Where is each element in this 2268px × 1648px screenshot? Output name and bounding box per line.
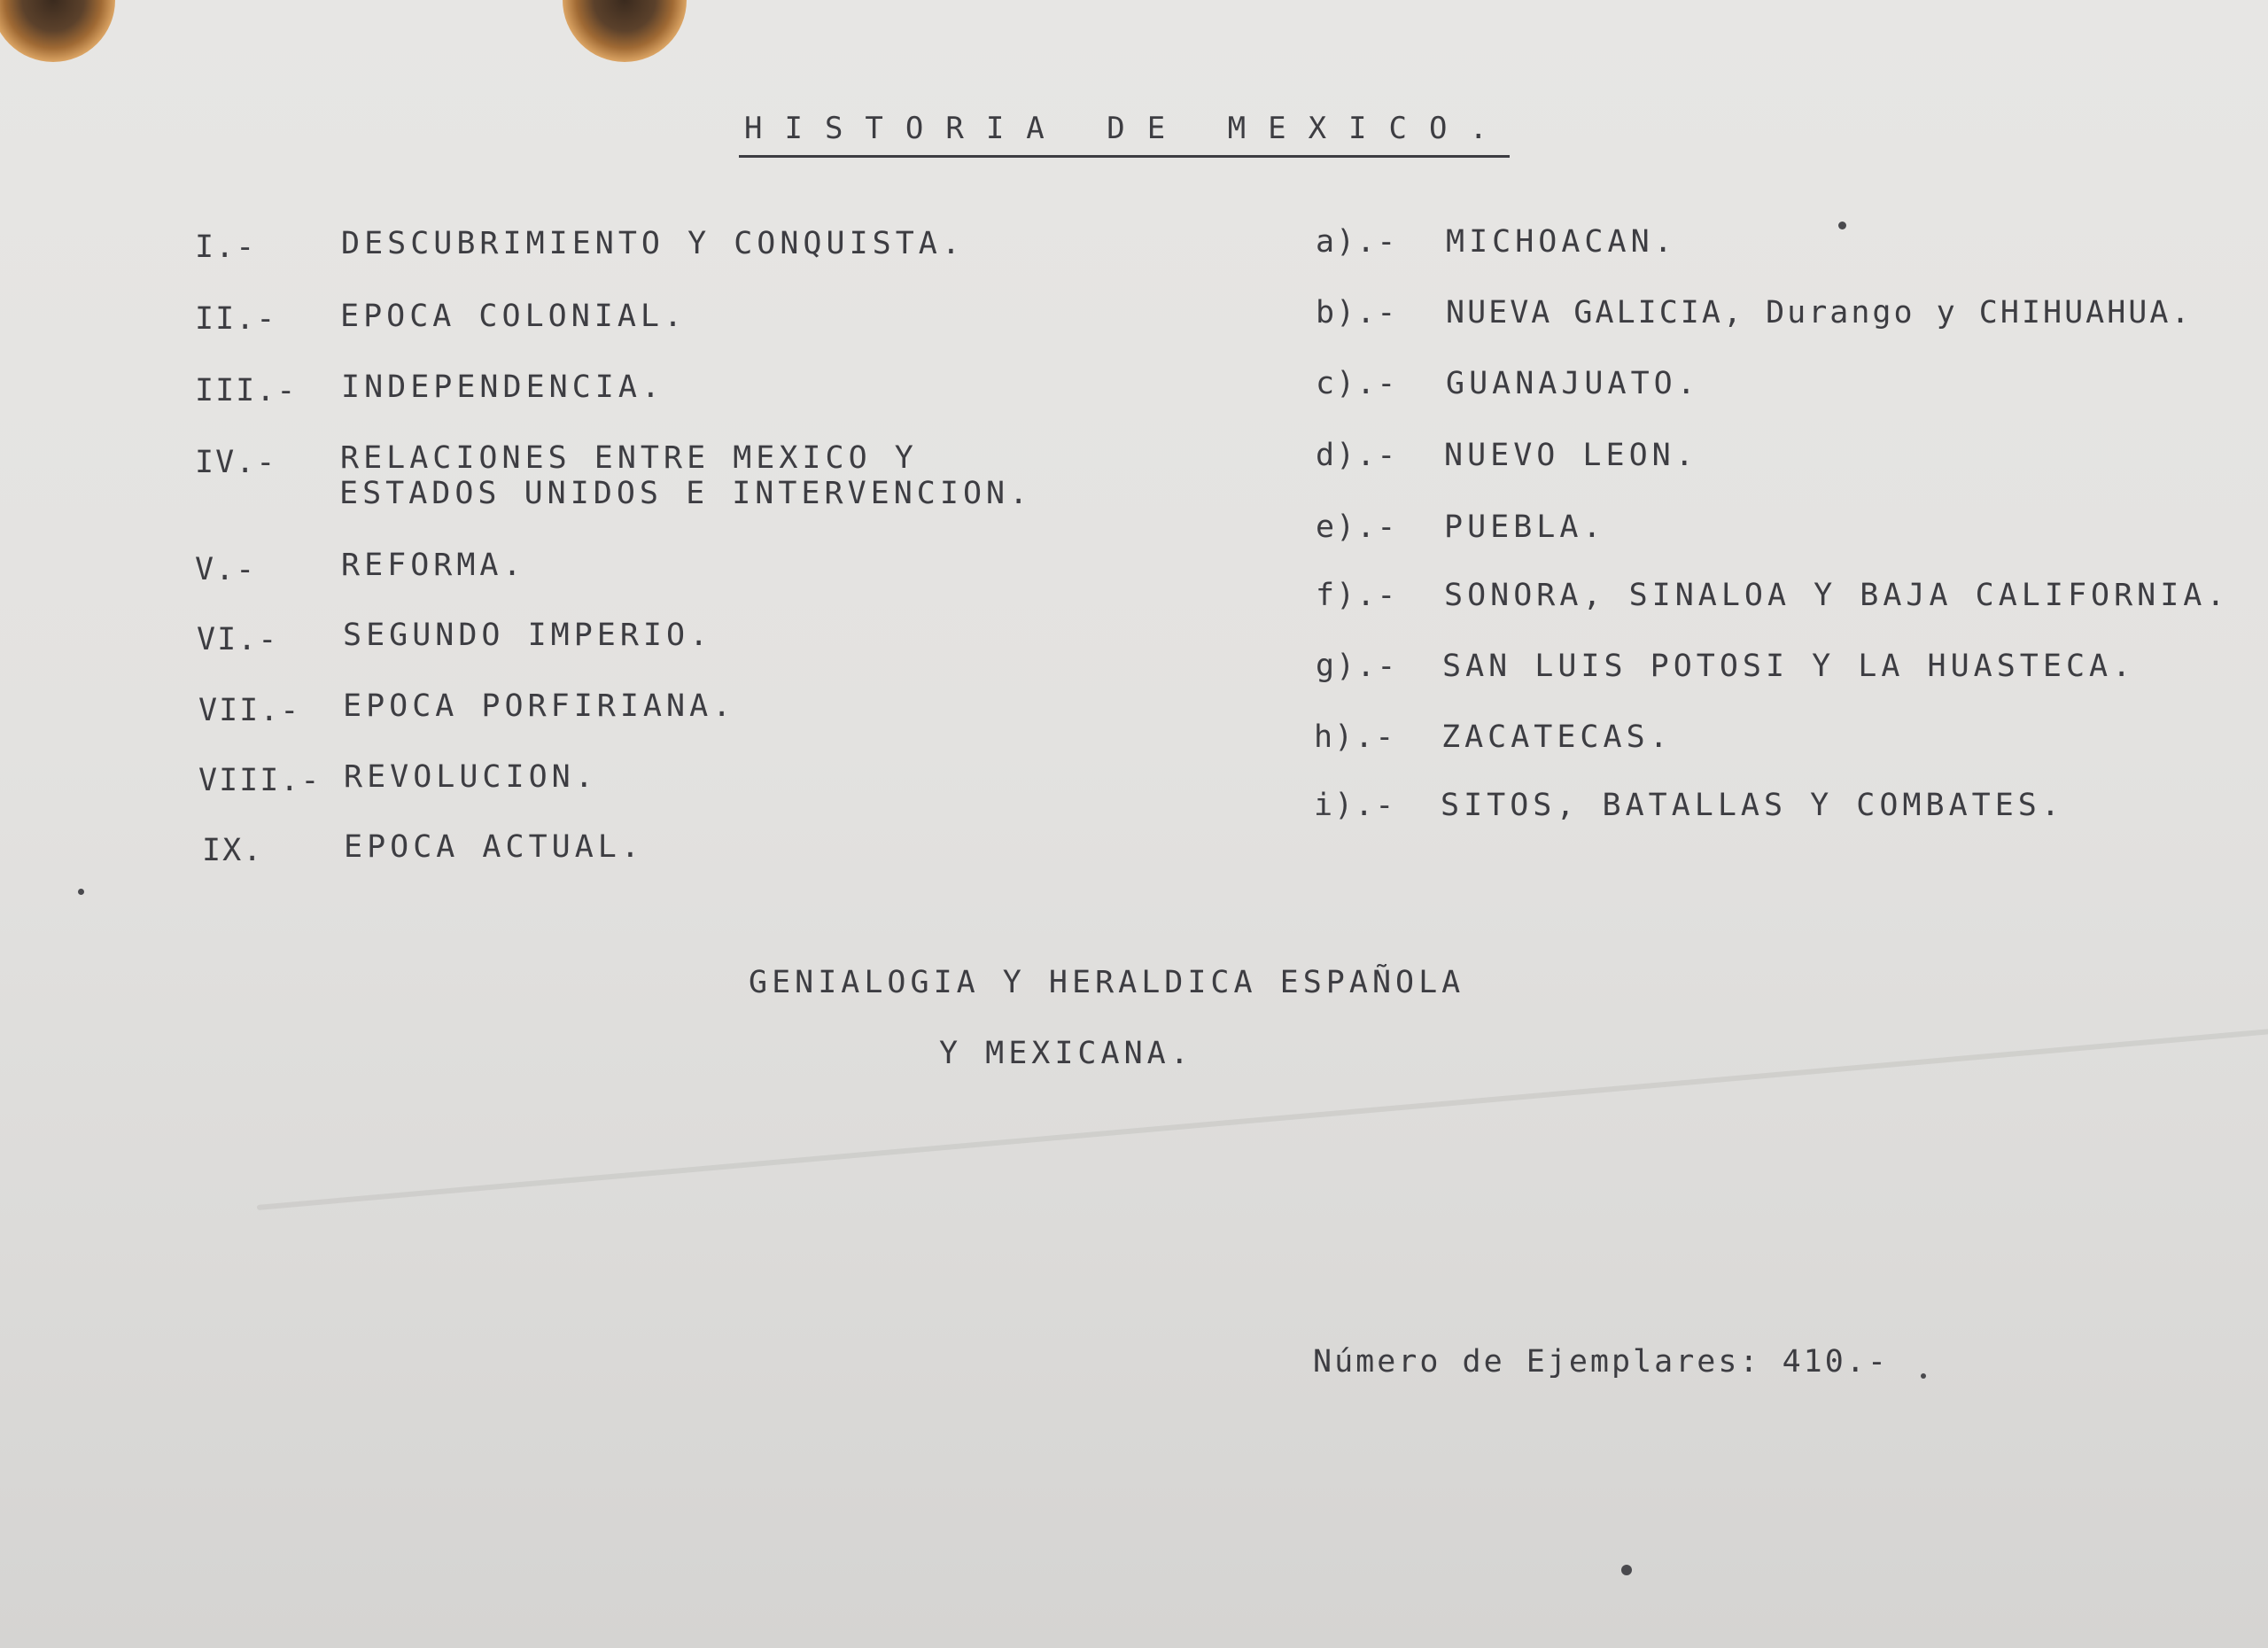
right-item-label: NUEVA GALICIA, Durango y CHIHUAHUA.	[1446, 295, 2193, 330]
ink-speck	[78, 889, 84, 895]
paper-crease	[257, 1028, 2268, 1210]
left-item-number: I.-	[195, 229, 257, 265]
document-title: HISTORIA DE MEXICO.	[744, 111, 1510, 146]
number-of-copies: Número de Ejemplares: 410.-	[1313, 1344, 1889, 1380]
left-item-label: REFORMA.	[341, 548, 526, 583]
left-item-label: SEGUNDO IMPERIO.	[343, 618, 713, 653]
right-item-label: NUEVO LEON.	[1444, 438, 1698, 473]
genealogy-title-line1: GENIALOGIA Y HERALDICA ESPAÑOLA	[749, 965, 1465, 1000]
right-item-label: SONORA, SINALOA Y BAJA CALIFORNIA.	[1444, 578, 2230, 613]
right-item-letter: d).-	[1316, 438, 1398, 473]
right-item-letter: g).-	[1316, 649, 1398, 684]
left-item-number: VII.-	[198, 693, 301, 728]
title-underline	[739, 155, 1510, 158]
ink-speck	[1621, 1565, 1632, 1575]
right-item-letter: a).-	[1316, 224, 1398, 260]
ink-speck	[1838, 222, 1846, 229]
right-item-label: PUEBLA.	[1444, 509, 1606, 545]
left-item-label: EPOCA COLONIAL.	[340, 299, 687, 334]
left-item-label: EPOCA ACTUAL.	[344, 829, 644, 865]
left-item-label-continued: ESTADOS UNIDOS E INTERVENCION.	[339, 476, 1033, 511]
left-item-label: REVOLUCION.	[344, 759, 598, 795]
left-item-number: III.-	[195, 373, 298, 408]
right-item-letter: b).-	[1316, 295, 1398, 330]
left-item-label: RELACIONES ENTRE MEXICO Y	[340, 440, 918, 476]
left-item-number: IV.-	[195, 445, 277, 480]
left-item-label: DESCUBRIMIENTO Y CONQUISTA.	[341, 226, 965, 261]
left-item-number: IX.	[202, 833, 264, 868]
right-item-label: ZACATECAS.	[1441, 719, 1673, 755]
right-item-letter: e).-	[1316, 509, 1398, 545]
punch-hole-right	[563, 0, 687, 62]
left-item-label: EPOCA PORFIRIANA.	[343, 688, 736, 724]
left-item-number: V.-	[195, 552, 257, 587]
right-item-label: SAN LUIS POTOSI Y LA HUASTECA.	[1442, 649, 2136, 684]
punch-hole-left	[0, 0, 115, 62]
right-item-label: GUANAJUATO.	[1446, 366, 1700, 401]
right-item-letter: f).-	[1316, 578, 1398, 613]
right-item-letter: h).-	[1314, 719, 1396, 755]
left-item-number: II.-	[195, 301, 277, 337]
left-item-label: INDEPENDENCIA.	[341, 369, 665, 405]
right-item-label: MICHOACAN.	[1446, 224, 1677, 260]
ink-speck	[1921, 1373, 1926, 1379]
right-item-letter: i).-	[1314, 788, 1396, 823]
genealogy-title-line2: Y MEXICANA.	[939, 1036, 1193, 1071]
right-item-label: SITOS, BATALLAS Y COMBATES.	[1441, 788, 2064, 823]
right-item-letter: c).-	[1316, 366, 1398, 401]
left-item-number: VI.-	[197, 622, 279, 657]
left-item-number: VIII.-	[198, 763, 322, 798]
